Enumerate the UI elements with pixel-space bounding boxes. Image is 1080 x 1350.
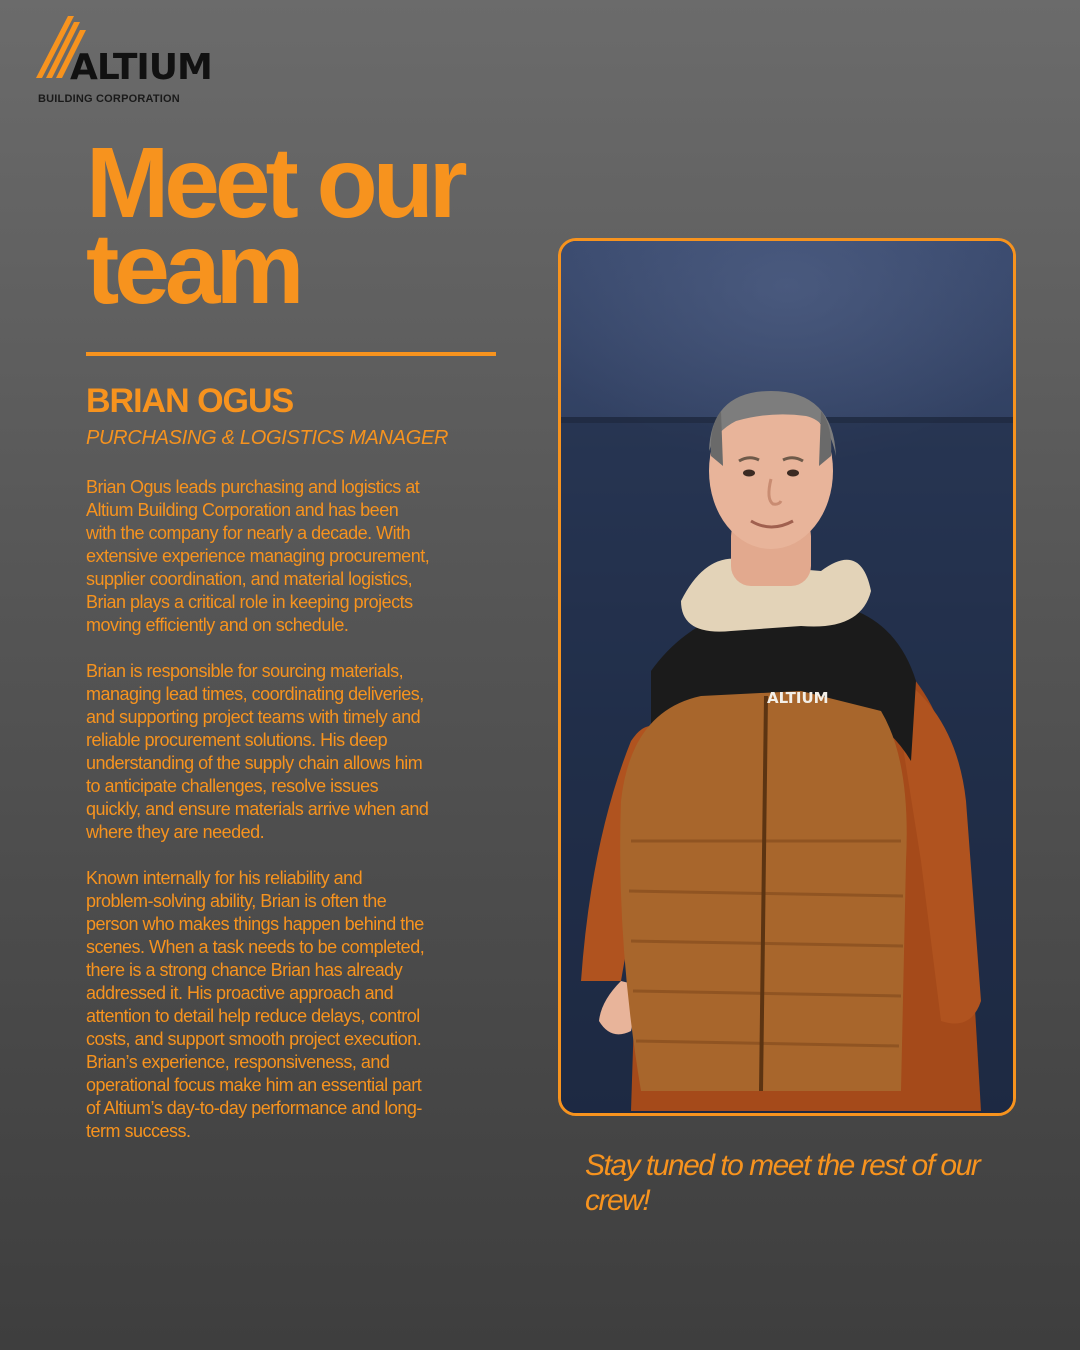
person-job-title: PURCHASING & LOGISTICS MANAGER: [86, 427, 449, 449]
logo-subtitle: BUILDING CORPORATION: [38, 93, 180, 105]
person-bio: [86, 476, 431, 1166]
stay-tuned-message: Stay tuned to meet the rest of our crew!: [585, 1149, 980, 1217]
bio-paragraph: Known internally for his reliability and problem-solving ability, Brian is often the person who makes things happen behind the scenes. When a task needs to be completed, there is a strong chance Brian has already addressed it. His proactive approach and attention to detail help reduce delays, control costs, and support smooth project execution. Brian’s experience, responsiveness, and operational focus make him an essential part of Altium’s day-to-day performance and long-term success.: [86, 868, 425, 1141]
page-headline: Meet our team: [86, 127, 463, 325]
bio-paragraph: Brian Ogus leads purchasing and logistics at Altium Building Corporation and has been with the company for nearly a decade. With extensive experience managing procurement, supplier coordination, and material logistics, Brian plays a critical role in keeping projects moving efficiently and on schedule.: [86, 477, 430, 635]
altium-logo: [36, 14, 212, 105]
portrait-illustration: [561, 241, 1013, 1113]
person-name: BRIAN OGUS: [86, 382, 294, 420]
bio-paragraph: Brian is responsible for sourcing materials, managing lead times, coordinating deliveries, and supporting project teams with timely and reliable procurement solutions. His deep understanding of the supply chain allows him to anticipate challenges, resolve issues quickly, and ensure materials arrive when and where they are needed.: [86, 661, 429, 842]
logo-wordmark: ALTIUM: [70, 47, 212, 88]
headline-divider: [86, 352, 496, 356]
person-photo: [558, 238, 1016, 1116]
vest-logo-text: ALTIUM: [767, 689, 829, 707]
